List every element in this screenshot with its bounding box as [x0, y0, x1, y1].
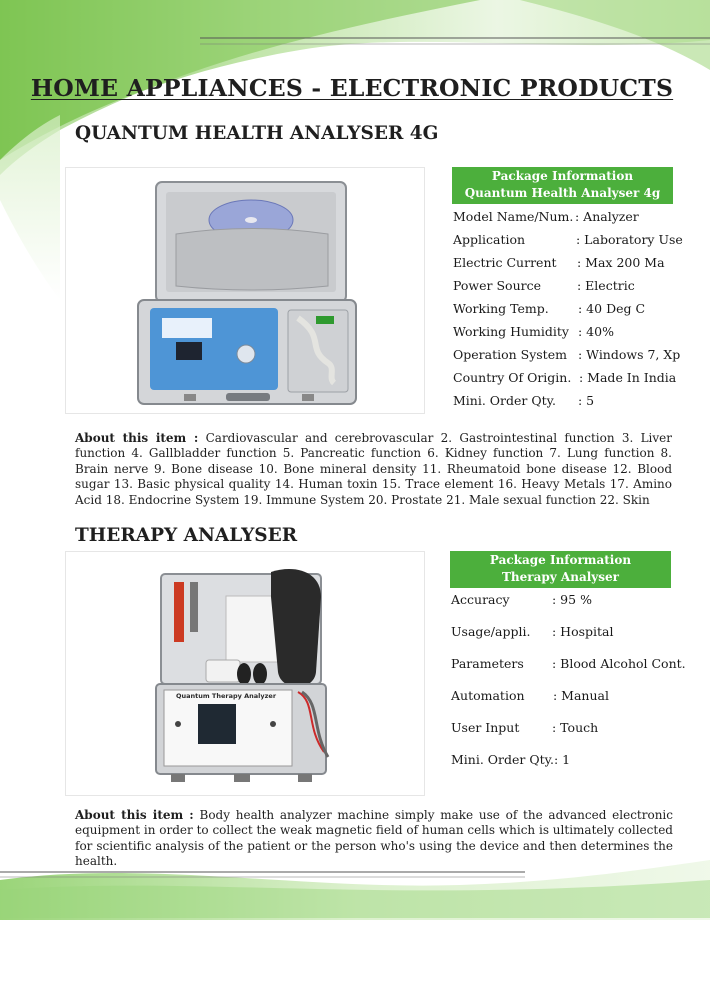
page-title: HOME APPLIANCES - ELECTRONIC PRODUCTS — [30, 74, 674, 102]
spec-label: Working Temp. — [453, 301, 549, 316]
about-paragraph-therapy — [75, 808, 673, 870]
package-info-subheading: Therapy Analyser — [502, 570, 619, 584]
spec-value: : 95 % — [552, 592, 592, 607]
about-paragraph-quantum — [75, 431, 672, 508]
device-panel-label: Quantum Therapy Analyzer — [175, 692, 277, 700]
package-info-heading: Package Information — [491, 169, 634, 183]
spec-label: Operation System — [453, 347, 567, 362]
about-label: About this item : — [75, 808, 194, 822]
package-info-header-therapy — [450, 551, 671, 588]
spec-label: Mini. Order Qty. — [453, 393, 557, 408]
spec-value: : 40% — [578, 324, 614, 339]
product-title-therapy: THERAPY ANALYSER — [75, 525, 298, 546]
spec-table-quantum — [453, 209, 693, 419]
spec-value: : Touch — [552, 720, 599, 735]
spec-label: Country Of Origin. — [453, 370, 572, 385]
package-info-header-quantum — [452, 167, 673, 204]
spec-value: : Laboratory Use — [576, 232, 683, 247]
spec-value: : 1 — [554, 752, 571, 767]
spec-label: Accuracy — [451, 592, 510, 607]
package-info-subheading: Quantum Health Analyser 4g — [464, 186, 661, 200]
spec-label: Power Source — [453, 278, 541, 293]
spec-value: : Electric — [577, 278, 635, 293]
spec-value: : 40 Deg C — [578, 301, 646, 316]
spec-value: : Hospital — [552, 624, 614, 639]
package-info-heading: Package Information — [489, 553, 632, 567]
spec-label: Model Name/Num. — [453, 209, 574, 224]
spec-label: Automation — [451, 688, 525, 703]
spec-label: Working Humidity — [453, 324, 569, 339]
spec-label: Usage/appli. — [451, 624, 531, 639]
product-image-therapy-analyser — [65, 551, 425, 796]
spec-table-therapy — [451, 592, 696, 772]
spec-value: : Made In India — [579, 370, 677, 385]
spec-value: : Blood Alcohol Cont. — [552, 656, 686, 671]
product-image-quantum-analyser — [65, 167, 425, 414]
spec-value: : Manual — [553, 688, 609, 703]
spec-value: : Max 200 Ma — [577, 255, 665, 270]
spec-label: Electric Current — [453, 255, 557, 270]
about-label: About this item : — [75, 431, 199, 445]
spec-label: Mini. Order Qty. — [451, 752, 555, 767]
about-text: Body health analyzer machine simply make use of the advanced electronic equipment in order to collect the weak magnetic field of human cells which is ultimately collected for scientific analysis of the patient or the person who's using the device and then determines the health. — [75, 808, 673, 869]
spec-label: Parameters — [451, 656, 524, 671]
product-title-quantum: QUANTUM HEALTH ANALYSER 4G — [75, 123, 439, 144]
spec-value: : Windows 7, Xp — [578, 347, 681, 362]
about-text: Cardiovascular and cerebrovascular 2. Gastrointestinal function 3. Liver function 4. Gallbladder function 5. Pancreatic function 6. Kidney function 7. Lung function 8. Brain nerve 9. Bone disease 10. Bone mineral density 11. Rheumatoid bone disease 12. Blood sugar 13. Basic physical quality 14. Human toxin 15. Trace element 16. Heavy Metals 17. Amino Acid 18. Endocrine System 19. Immune System 20. Prostate 21. Male sexual function 22. Skin — [75, 431, 672, 507]
spec-label: Application — [453, 232, 526, 247]
spec-value: : 5 — [578, 393, 595, 408]
spec-value: : Analyzer — [575, 209, 639, 224]
spec-label: User Input — [451, 720, 520, 735]
